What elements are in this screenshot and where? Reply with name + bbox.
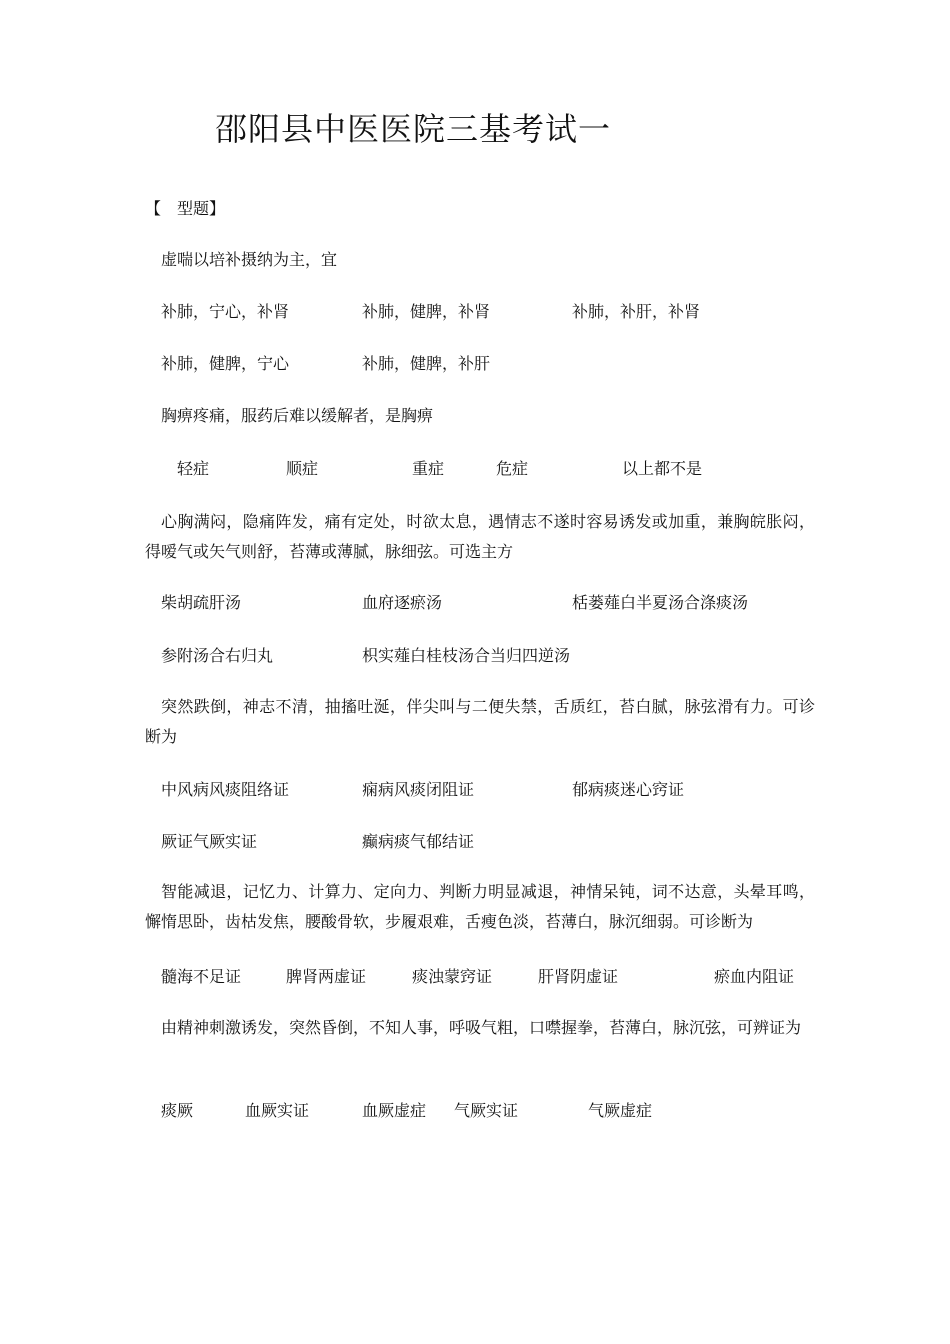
question-option: 血府逐瘀汤 (362, 593, 443, 612)
question-option: 痰厥 (161, 1101, 194, 1120)
question-option: 枳实薤白桂枝汤合当归四逆汤 (362, 646, 571, 665)
question-option: 补肺，健脾，补肾 (362, 302, 491, 321)
question-option: 痰浊蒙窍证 (412, 967, 493, 986)
question-option: 危症 (496, 459, 529, 478)
question-stem: 虚喘以培补摄纳为主，宜 (161, 250, 338, 269)
question-option: 气厥实证 (454, 1101, 519, 1120)
question-option: 血厥虚症 (362, 1101, 427, 1120)
question-stem: 突然跌倒，神志不清，抽搐吐涎，伴尖叫与二便失禁，舌质红，苔白腻，脉弦滑有力。可诊断为 (145, 697, 815, 746)
document-title: 邵阳县中医医院三基考试一 (215, 110, 612, 148)
question-option: 癫病痰气郁结证 (362, 832, 475, 851)
question-stem: 智能减退，记忆力、计算力、定向力、判断力明显减退，神情呆钝，词不达意，头晕耳鸣，懈惰思卧，齿枯发焦，腰酸骨软，步履艰难，舌瘦色淡，苔薄白，脉沉细弱。可诊断为 (145, 882, 815, 931)
question-option: 补肺，补肝，补肾 (572, 302, 701, 321)
question-option: 脾肾两虚证 (286, 967, 367, 986)
question-option: 栝蒌薤白半夏汤合涤痰汤 (572, 593, 749, 612)
question-stem: 由精神刺激诱发，突然昏倒，不知人事，呼吸气粗，口噤握拳，苔薄白，脉沉弦，可辨证为 (161, 1018, 802, 1037)
question-option: 顺症 (286, 459, 319, 478)
question-option: 血厥实证 (245, 1101, 310, 1120)
question-option: 气厥虚症 (588, 1101, 653, 1120)
section-header: 【 型题】 (145, 199, 226, 218)
question-option: 中风病风痰阻络证 (161, 780, 290, 799)
question-stem: 心胸满闷，隐痛阵发，痛有定处，时欲太息，遇情志不遂时容易诱发或加重，兼胸皖胀闷，得嗳气或矢气则舒，苔薄或薄腻，脉细弦。可选主方 (145, 512, 815, 561)
question-option: 瘀血内阻证 (714, 967, 795, 986)
question-option: 肝肾阴虚证 (538, 967, 619, 986)
question-option: 以上都不是 (622, 459, 703, 478)
question-option: 补肺，健脾，补肝 (362, 354, 491, 373)
question-stem: 胸痹疼痛，服药后难以缓解者，是胸痹 (161, 406, 434, 425)
question-option: 郁病痰迷心窍证 (572, 780, 685, 799)
question-option: 痫病风痰闭阻证 (362, 780, 475, 799)
question-option: 补肺，健脾，宁心 (161, 354, 290, 373)
question-option: 柴胡疏肝汤 (161, 593, 242, 612)
question-option: 厥证气厥实证 (161, 832, 258, 851)
question-option: 重症 (412, 459, 445, 478)
question-option: 补肺，宁心，补肾 (161, 302, 290, 321)
question-option: 参附汤合右归丸 (161, 646, 274, 665)
question-option: 轻症 (177, 459, 210, 478)
question-option: 髓海不足证 (161, 967, 242, 986)
